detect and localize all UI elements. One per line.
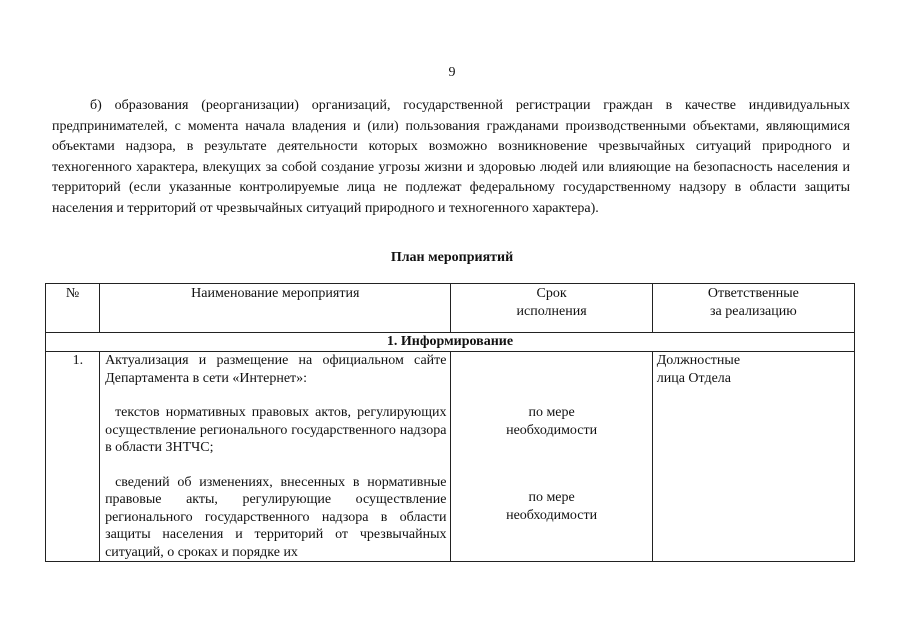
section-title: 1. Информирование	[46, 333, 855, 352]
plan-title: План мероприятий	[390, 250, 514, 265]
row-item-1: текстов нормативных правовых актов, регулирующих осуществление регионального государственного надзора в области ЗНТЧС;	[105, 405, 447, 455]
plan-table	[45, 283, 855, 562]
row-responsible-cell	[652, 352, 854, 562]
row-item-2-term-line2: необходимости	[506, 507, 598, 523]
section-row	[46, 333, 855, 352]
header-term-line2: исполнения	[516, 303, 587, 319]
row-item-1-term-line2: необходимости	[506, 422, 598, 438]
row-resp-line1: Должностные	[656, 353, 741, 368]
header-number: №	[46, 284, 100, 333]
header-responsible	[652, 284, 854, 333]
table-header-row	[46, 284, 855, 333]
row-item-2-term	[451, 489, 651, 524]
row-item-1-term-line1: по мере	[528, 405, 575, 420]
body-paragraph: б) образования (реорганизации) организаций, государственной регистрации граждан в качестве индивидуальных предпринимателей, с момента начала владения и (или) пользования гражданами производственными объектами, являющимися объектами надзора, в результате деятельности которых возможно возникновение чрезвычайных ситуаций природного и техногенного характера, влекущих за собой создание угрозы жизни и здоровью людей или влияющие на безопасность населения и территорий (если указанные контролируемые лица не подлежат федеральному государственному надзору в области защиты населения и территорий от чрезвычайных ситуаций природного и техногенного характера).	[52, 98, 850, 216]
row-resp-line2: лица Отдела	[656, 370, 731, 386]
row-number: 1.	[46, 352, 100, 562]
row-item-1-term	[451, 404, 651, 439]
header-resp-line1: Ответственные	[707, 286, 799, 301]
row-name-cell	[100, 352, 451, 562]
page-number: 9	[448, 65, 456, 80]
header-term-line1: Срок	[536, 286, 567, 301]
row-item-2: сведений об изменениях, внесенных в нормативные правовые акты, регулирующие осуществление регионального государственного надзора в области защиты населения и территорий от чрезвычайных ситуаций, о сроках и порядке их	[105, 474, 447, 560]
spacer	[105, 457, 446, 474]
header-resp-line2: за реализацию	[710, 303, 797, 319]
row-name-intro: Актуализация и размещение на официальном сайте Департамента в сети «Интернет»:	[105, 353, 447, 386]
table-row	[46, 352, 855, 562]
spacer	[105, 387, 446, 404]
header-name: Наименование мероприятия	[100, 284, 451, 333]
row-item-2-term-line1: по мере	[528, 490, 575, 505]
header-term	[451, 284, 652, 333]
row-term-cell	[451, 352, 652, 562]
